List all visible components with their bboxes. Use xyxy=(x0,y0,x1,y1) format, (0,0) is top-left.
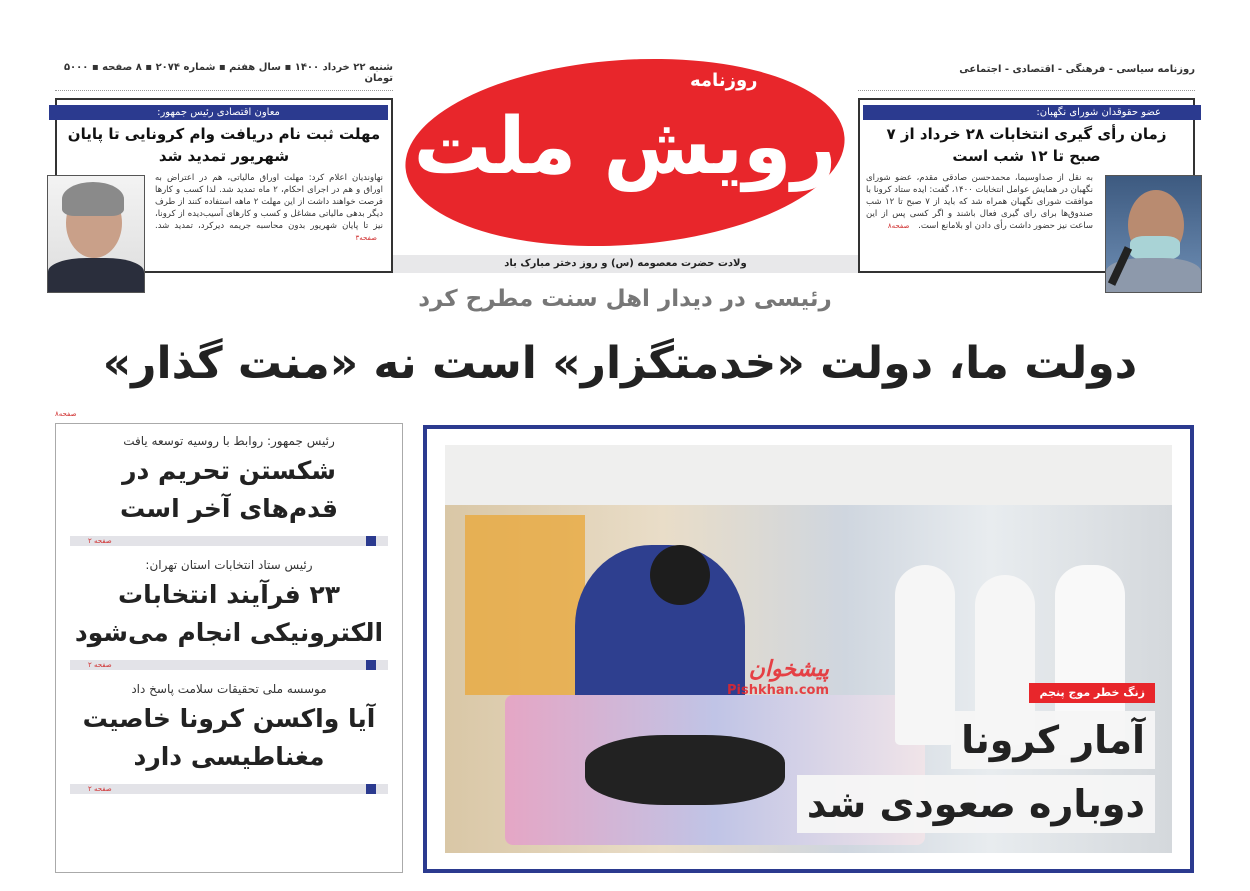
column-page-ref: صفحه ۲ xyxy=(88,661,112,669)
column-page-ref: صفحه ۲ xyxy=(88,785,112,793)
page-ref-bar xyxy=(70,536,388,546)
occasion-banner xyxy=(393,255,858,273)
lead-page-ref: صفحه۸ xyxy=(55,410,77,418)
column-kicker: رئیس جمهور: روابط با روسیه توسعه یافت xyxy=(123,434,335,448)
left-box-body: نهاوندیان اعلام کرد: مهلت اوراق مالیاتی، هم در اعتراض به اوراق و هم در اجرای احکام، ۲ ماه تمدید شد. لذا کسب و کارها فرصت خواهند داشت از این مهلت ۲ ماهه استفاده کنند از طرف دیگر بدهی مالیاتی مشاغل و کسب و کارهای آسیب‌دیده از کرونا، نیز تا پایان شهریور بدون محاسبه جریمه دیرکرد، تمدید شد. xyxy=(155,173,383,231)
occasion-text: ولادت حضرت معصومه (س) و روز دختر مبارک باد xyxy=(504,258,747,269)
right-box-body-wrap xyxy=(866,172,1093,232)
lead-headline: دولت ما، دولت «خدمتگزار» است نه «منت گذار» xyxy=(102,338,1138,389)
column-page-ref: صفحه ۲ xyxy=(88,537,112,545)
photo-story-frame xyxy=(423,425,1194,873)
column-title[interactable]: شکستن تحریم در قدم‌های آخر است xyxy=(120,456,338,523)
column-item[interactable] xyxy=(70,682,388,794)
photo-story-headline-1: آمار کرونا xyxy=(951,711,1155,769)
column-kicker: موسسه ملی تحقیقات سلامت پاسخ داد xyxy=(131,682,327,696)
right-box-kicker: عضو حقوقدان شورای نگهبان: xyxy=(863,105,1201,120)
watermark xyxy=(727,657,829,699)
photo-story-tag: زنگ خطر موج پنجم xyxy=(1029,683,1155,703)
left-box-kicker: معاون اقتصادی رئیس جمهور: xyxy=(49,105,388,120)
newspaper-logo xyxy=(400,52,850,252)
logo-small-text: روزنامه xyxy=(690,70,758,91)
left-box-title: مهلت ثبت نام دریافت وام کرونایی تا پایان شهریور تمدید شد xyxy=(67,125,381,165)
page-ref-bar xyxy=(70,784,388,794)
right-box-title: زمان رأی گیری انتخابات ۲۸ خرداد از ۷ صبح تا ۱۲ شب است xyxy=(886,125,1167,165)
column-title[interactable]: ۲۳ فرآیند انتخابات الکترونیکی انجام می‌شود xyxy=(74,580,384,647)
news-column xyxy=(55,423,403,873)
column-kicker: رئیس ستاد انتخابات استان تهران: xyxy=(145,558,313,572)
column-item[interactable] xyxy=(70,558,388,670)
column-title[interactable]: آیا واکسن کرونا خاصیت مغناطیسی دارد xyxy=(82,704,376,771)
logo-text: رویش ملت xyxy=(413,102,837,192)
page-ref-bar xyxy=(70,660,388,670)
divider xyxy=(858,90,1195,91)
date-line: شنبه ۲۲ خرداد ۱۴۰۰ ▪ سال هفتم ▪ شماره ۲۰۷۴ ▪ ۸ صفحه ▪ ۵۰۰۰ تومان xyxy=(63,62,393,84)
official-photo-right xyxy=(1105,175,1202,293)
official-photo-left xyxy=(47,175,145,293)
watermark-fa: پیشخوان xyxy=(748,657,830,682)
column-item[interactable] xyxy=(70,434,388,546)
divider xyxy=(55,90,393,91)
right-box-body: به نقل از صداوسیما، محمدحسن صادقی مقدم، عضو شورای نگهبان در همایش عوامل انتخابات ۱۴۰۰، گفت: ایده ستاد کرونا با موافقت شورای نگهبان همراه شد که باید از ۷ صبح تا ۱۲ شب صندوق‌ها برای رای گیری فعال باشند و اگر کسی پس از این ساعت نیز حضور داشت رأی دادن او بلامانع است. xyxy=(866,173,1093,231)
lead-subhead: رئیسی در دیدار اهل سنت مطرح کرد xyxy=(418,286,832,312)
left-box-body-wrap xyxy=(155,172,383,244)
photo-story-headline-2: دوباره صعودی شد xyxy=(797,775,1155,833)
left-box-page-ref: صفحه۳ xyxy=(355,234,377,242)
watermark-url: Pishkhan.com xyxy=(727,683,830,698)
right-box-page-ref: صفحه۸ xyxy=(887,222,910,230)
tagline: روزنامه سیاسی - فرهنگی - اقتصادی - اجتماعی xyxy=(959,64,1195,75)
